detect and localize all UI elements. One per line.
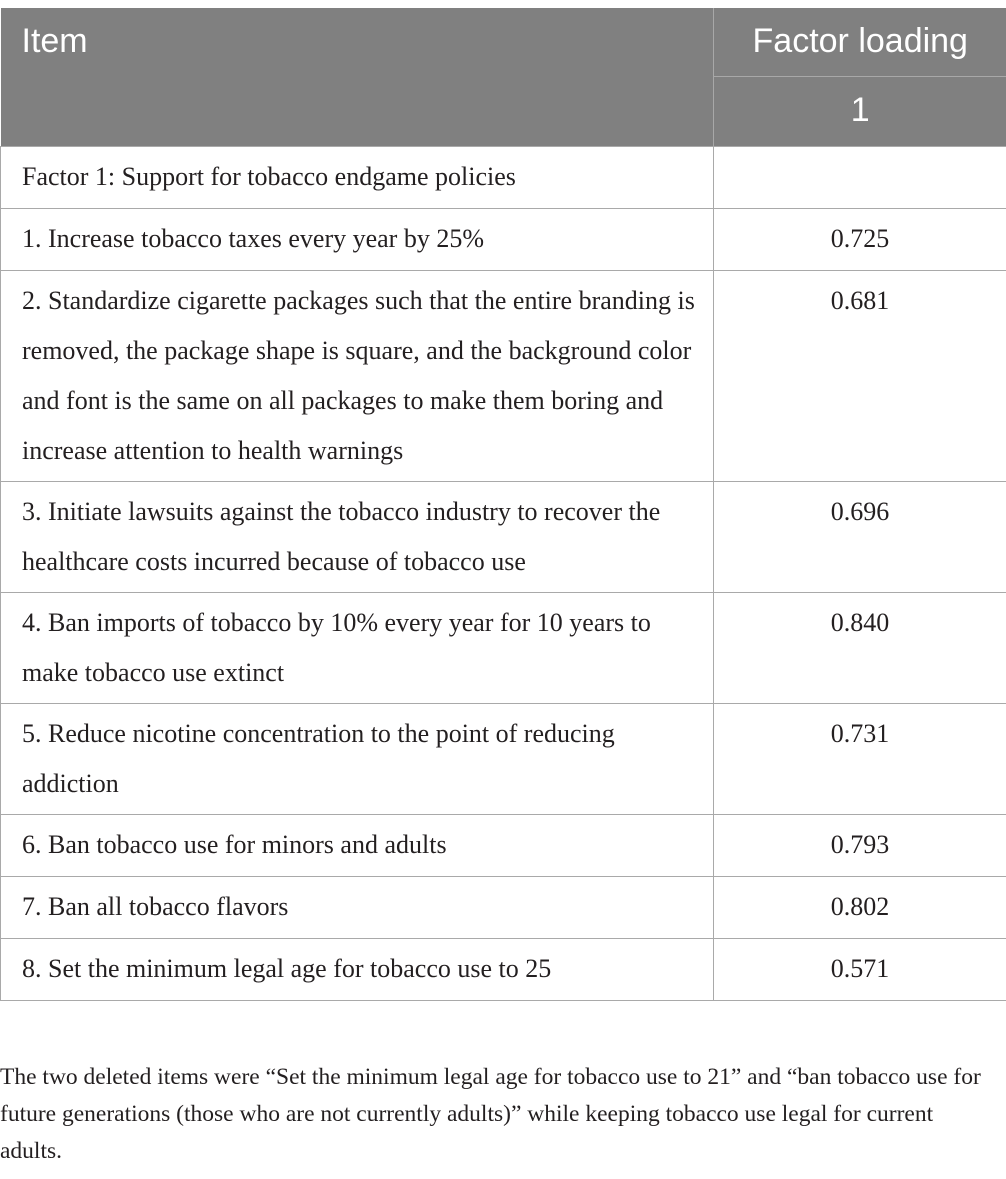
header-factor-number: 1	[714, 76, 1006, 146]
row-item-text: 1. Increase tobacco taxes every year by 25%	[1, 208, 714, 270]
table-row	[1, 270, 1006, 481]
row-item-text: 6. Ban tobacco use for minors and adults	[1, 814, 714, 876]
row-loading-value: 0.681	[714, 270, 1006, 481]
row-loading-value: 0.793	[714, 814, 1006, 876]
table-row	[1, 592, 1006, 703]
table-row	[1, 876, 1006, 938]
row-loading-value: 0.696	[714, 481, 1006, 592]
row-loading-value: 0.840	[714, 592, 1006, 703]
factor-loading-table-container	[0, 8, 1006, 1001]
row-item-text: 7. Ban all tobacco flavors	[1, 876, 714, 938]
row-item-text: 2. Standardize cigarette packages such that the entire branding is removed, the package shape is square, and the background color and font is the same on all packages to make them boring and increase attention to health warnings	[1, 270, 714, 481]
row-loading-value	[714, 146, 1006, 208]
row-loading-value: 0.802	[714, 876, 1006, 938]
row-loading-value: 0.725	[714, 208, 1006, 270]
row-loading-value: 0.731	[714, 703, 1006, 814]
header-item: Item	[1, 8, 714, 146]
row-item-text: Factor 1: Support for tobacco endgame policies	[1, 146, 714, 208]
row-item-text: 4. Ban imports of tobacco by 10% every year for 10 years to make tobacco use extinct	[1, 592, 714, 703]
row-item-text: 3. Initiate lawsuits against the tobacco industry to recover the healthcare costs incurred because of tobacco use	[1, 481, 714, 592]
table-row	[1, 938, 1006, 1000]
table-row	[1, 146, 1006, 208]
table-row	[1, 814, 1006, 876]
table-footnote: The two deleted items were “Set the minimum legal age for tobacco use to 21” and “ban tobacco use for future generations (those who are not currently adults)” while keeping tobacco use legal for current adults.	[0, 1064, 981, 1164]
row-item-text: 5. Reduce nicotine concentration to the point of reducing addiction	[1, 703, 714, 814]
row-item-text: 8. Set the minimum legal age for tobacco use to 25	[1, 938, 714, 1000]
factor-loading-table	[0, 8, 1006, 1001]
header-factor-loading: Factor loading	[714, 8, 1006, 76]
table-body	[1, 146, 1006, 1000]
row-loading-value: 0.571	[714, 938, 1006, 1000]
header-row	[1, 8, 1006, 76]
table-row	[1, 703, 1006, 814]
table-row	[1, 208, 1006, 270]
table-header	[1, 8, 1006, 146]
table-row	[1, 481, 1006, 592]
